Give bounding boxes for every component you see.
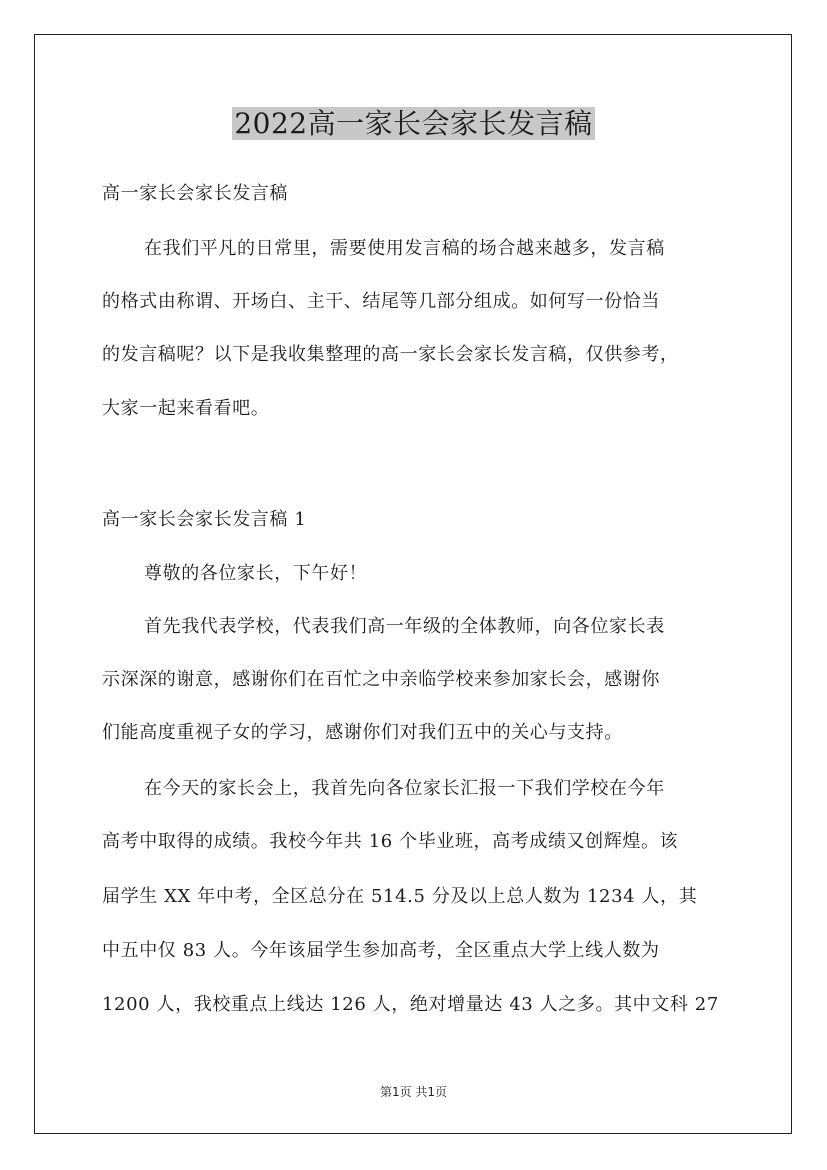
para2-line-1: 在今天的家长会上，我首先向各位家长汇报一下我们学校在今年 <box>144 778 665 799</box>
para2-line-4: 中五中仅 83 人。今年该届学生参加高考，全区重点大学上线人数为 <box>102 940 660 961</box>
section-heading: 高一家长会家长发言稿 1 <box>102 509 307 530</box>
page-number: 第1页 共1页 <box>379 1085 448 1099</box>
para1-line-1: 首先我代表学校，代表我们高一年级的全体教师，向各位家长表 <box>144 616 665 637</box>
intro-line-3: 的发言稿呢？以下是我收集整理的高一家长会家长发言稿，仅供参考， <box>102 344 679 365</box>
intro-line-1: 在我们平凡的日常里，需要使用发言稿的场合越来越多，发言稿 <box>144 238 665 259</box>
document-title-text: 2022高一家长会家长发言稿 <box>234 107 593 140</box>
page-footer <box>0 1084 827 1100</box>
para1-line-3: 们能高度重视子女的学习，感谢你们对我们五中的关心与支持。 <box>102 722 623 743</box>
greeting: 尊敬的各位家长，下午好！ <box>144 563 368 584</box>
intro-line-4: 大家一起来看看吧。 <box>102 398 270 419</box>
subtitle: 高一家长会家长发言稿 <box>102 183 288 204</box>
para2-line-2: 高考中取得的成绩。我校今年共 16 个毕业班，高考成绩又创辉煌。该 <box>102 831 679 852</box>
para2-line-5: 1200 人，我校重点上线达 126 人，绝对增量达 43 人之多。其中文科 27 <box>102 994 719 1015</box>
intro-line-2: 的格式由称谓、开场白、主干、结尾等几部分组成。如何写一份恰当 <box>102 291 660 312</box>
document-title <box>0 104 827 144</box>
para2-line-3: 届学生 XX 年中考，全区总分在 514.5 分及以上总人数为 1234 人，其 <box>102 886 698 907</box>
para1-line-2: 示深深的谢意，感谢你们在百忙之中亲临学校来参加家长会，感谢你 <box>102 669 660 690</box>
